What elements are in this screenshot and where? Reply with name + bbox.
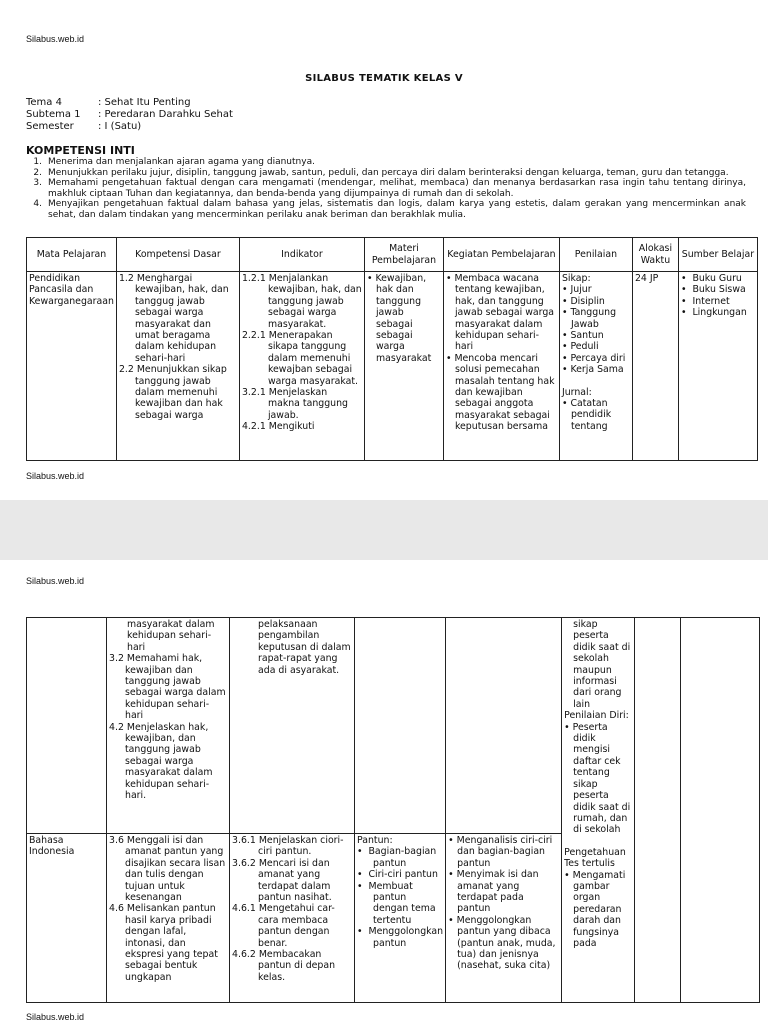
penilaian-text: Kerja Sama: [570, 364, 624, 376]
ki-item: [26, 168, 746, 179]
meta-row-semester: [26, 121, 233, 133]
materi-label: Pantun:: [357, 835, 393, 846]
penilaian-jurnal-label: Jurnal:: [561, 386, 592, 398]
indikator-item: [242, 330, 362, 387]
indikator-text: Mengetahui car-cara membaca pantun dengan benar.: [258, 903, 335, 949]
ki-text: Menerima dan menjalankan ajaran agama yang dianutnya.: [48, 157, 315, 167]
header-materi: Materi Pembelajaran: [364, 238, 443, 272]
kegiatan-item: • Menyimak isi dan amanat yang terdapat pada pantun: [448, 869, 539, 915]
cell-mapel: Pendidikan Pancasila dan Kewarganegaraan: [27, 272, 117, 461]
penilaian-item: • Jujur: [561, 284, 592, 296]
indikator-item: [232, 858, 352, 904]
kd-text: Menjelaskan hak, kewajiban, dan tanggung jawab sebagai warga masyarakat dalam kehidupan sehari-hari.: [125, 721, 213, 802]
cell-materi: [355, 834, 446, 1003]
tes-text: Mengamati gambar organ peredaran darah dan fungsinya pada: [572, 869, 626, 949]
kegiatan-text: Menyimak isi dan amanat yang terdapat pada pantun: [456, 869, 539, 915]
kd-text: Menghargai kewajiban, hak, dan tanggug jawab sebagai warga masyarakat dan umat beragama dalam kehidupan sehari-hari: [134, 273, 229, 364]
ki-list: [26, 157, 746, 220]
kd-list: [119, 273, 237, 421]
materi-item: • Ciri-ciri pantun: [357, 869, 438, 881]
meta-label: Tema 4: [26, 97, 62, 108]
penilaian-diri-label: Penilaian Diri:: [564, 710, 629, 722]
indikator-number: 3.6.2: [232, 857, 256, 869]
kd-number: 4.2: [109, 721, 124, 733]
jurnal-text: Catatan pendidik tentang: [570, 398, 612, 432]
kd-item: [109, 835, 227, 903]
table-row: [27, 272, 758, 461]
cell-kegiatan: [443, 272, 559, 461]
indikator-number: 3.2.1: [241, 387, 266, 399]
table-row: [27, 618, 760, 834]
penilaian-text: Santun: [570, 330, 604, 342]
indikator-number: 3.6.1: [232, 835, 256, 846]
kd-number: 2.2: [118, 364, 134, 376]
tes-item: • Mengamati gambar organ peredaran darah dan fungsinya pada: [564, 869, 626, 949]
cell-indikator: [239, 272, 364, 461]
indikator-text: Menjelaskan ciori-ciri pantun.: [258, 835, 344, 858]
penilaian-text: Jujur: [570, 284, 592, 296]
materi-text: Kewajiban, hak dan tanggung jawab sebagai sebagai warga masyarakat: [375, 273, 432, 364]
indikator-number: 4.2.1: [241, 421, 266, 433]
cell-alokasi: [635, 618, 681, 1003]
cell-kegiatan: [446, 618, 562, 834]
document-page-1: [0, 0, 768, 500]
kegiatan-item: • Menganalisis ciri-ciri dan bagian-bagian pantun: [448, 835, 553, 869]
kd-text: Memahami hak, kewajiban dan tanggung jawab sebagai warga dalam kehidupan sehari-hari: [125, 653, 226, 722]
sumber-item: • Buku Siswa: [680, 284, 746, 296]
kegiatan-text: Membaca wacana tentang kewajiban, hak, dan tanggung jawab sebagai warga masyarakat dalam kehidupan sehari-hari: [454, 273, 555, 353]
cell-kd: [107, 834, 230, 1003]
ki-text: Menunjukkan perilaku jujur, disiplin, tanggung jawab, santun, peduli, dan percaya diri dalam berinteraksi dengan keluarga, teman, guru dan tetangga.: [48, 167, 729, 178]
meta-row-subtema: [26, 109, 233, 121]
kegiatan-list: [448, 835, 559, 972]
page-header-site: Silabus.web.id: [26, 576, 85, 586]
penilaian-item: • Kerja Sama: [561, 364, 624, 376]
indikator-text: Menerapakan sikapa tanggung dalam memenuhi kewajban sebagai warga masyarakat.: [267, 330, 359, 387]
kegiatan-list: [446, 273, 557, 433]
indikator-continuation: pelaksanaan pengambilan keputusan di dalam rapat-rapat yang ada di asyarakat.: [258, 619, 351, 676]
indikator-number: 4.6.1: [232, 903, 256, 915]
kd-text: Melisankan pantun hasil karya pribadi dengan lafal, intonasi, dan ekspresi yang tepat sebagai bentuk ungkapan: [125, 903, 218, 983]
penilaian-text: Tanggung Jawab: [570, 307, 617, 330]
syllabus-table-page-2: [26, 617, 760, 1003]
header-indikator: Indikator: [239, 238, 364, 272]
sumber-item: • Lingkungan: [680, 307, 747, 319]
kd-item: [119, 364, 237, 421]
ki-text: Memahami pengetahuan faktual dengan cara mengamati (mendengar, melihat, membaca) dan menanya berdasarkan rasa ingin tahu tentang dirinya, makhluk ciptaan Tuhan dan kegiatannya, dan benda-benda yang dijumpainya di rumah dan di sekolah.: [48, 178, 746, 199]
penilaian-item: • Percaya diri: [561, 352, 626, 364]
theme-meta: [26, 97, 233, 133]
ki-number: 4.: [33, 199, 42, 209]
document-title: SILABUS TEMATIK KELAS V: [305, 73, 463, 84]
diri-item: • Peserta didik mengisi daftar cek tentang sikap peserta didik saat di rumah, dan di sekolah: [564, 721, 631, 836]
meta-label: Subtema 1: [26, 109, 81, 120]
kegiatan-text: Menggolongkan pantun yang dibaca (pantun anak, muda, tua) dan jenisnya (nasehat, suka cita): [456, 914, 556, 972]
penilaian-item: • Disiplin: [561, 295, 605, 307]
indikator-item: [242, 421, 362, 432]
penilaian-text: Percaya diri: [570, 352, 626, 364]
materi-list: [367, 273, 441, 364]
penilaian-item: • Peduli: [561, 341, 599, 353]
ki-number: 1.: [33, 157, 42, 167]
kd-item: [109, 653, 227, 721]
penilaian-list: [562, 284, 630, 375]
table-header-row: [27, 238, 758, 272]
materi-item: • Bagian-bagian pantun: [357, 846, 437, 869]
spacer: [564, 836, 632, 847]
indikator-item: [232, 835, 352, 858]
indikator-number: 1.2.1: [241, 273, 266, 284]
indikator-number: 4.6.2: [232, 949, 256, 961]
ki-number: 3.: [33, 178, 42, 188]
cell-sumber: [678, 272, 757, 461]
kegiatan-item: • Membaca wacana tentang kewajiban, hak, dan tanggung jawab sebagai warga masyarakat dalam kehidupan sehari-hari: [445, 273, 555, 353]
sumber-text: Lingkungan: [692, 307, 747, 319]
kd-text: Menggali isi dan amanat pantun yang disajikan secara lisan dan tulis dengan tujuan untuk kesenangan: [125, 835, 226, 904]
ki-item: [26, 157, 746, 168]
ki-heading: KOMPETENSI INTI: [26, 144, 135, 157]
spacer: [562, 376, 630, 387]
header-alokasi: Alokasi Waktu: [632, 238, 678, 272]
penilaian-item: • Santun: [561, 330, 604, 342]
kegiatan-item: • Mencoba mencari solusi pemecahan masalah tentang hak dan kewajiban sebagai anggota masyarakat sebagai keputusan bersama: [445, 352, 555, 433]
cell-mapel: [27, 618, 107, 834]
sumber-item: • Buku Guru: [680, 273, 742, 284]
cell-kegiatan: [446, 834, 562, 1003]
penilaian-text: Disiplin: [570, 295, 605, 307]
materi-text: Menggolongkan pantun: [368, 926, 444, 949]
indikator-item: [242, 273, 362, 330]
materi-text: Ciri-ciri pantun: [368, 869, 438, 881]
header-penilaian: Penilaian: [559, 238, 632, 272]
sumber-text: Buku Siswa: [692, 284, 746, 296]
page-header-site: Silabus.web.id: [26, 34, 85, 44]
kd-list: [109, 835, 227, 983]
meta-value: : Peredaran Darahku Sehat: [98, 109, 233, 120]
header-kegiatan: Kegiatan Pembelajaran: [443, 238, 559, 272]
materi-text: Membuat pantun dengan tema tertentu: [368, 880, 436, 926]
cell-kd: [107, 618, 230, 834]
materi-item: • Membuat pantun dengan tema tertentu: [357, 880, 436, 926]
kd-item: [109, 903, 227, 983]
indikator-text: Mengikuti: [268, 421, 315, 433]
indikator-text: Membacakan pantun di depan kelas.: [258, 949, 336, 983]
cell-kd: [116, 272, 239, 461]
penilaian-item: • Tanggung Jawab: [561, 307, 617, 330]
kd-item: [119, 273, 237, 364]
kd-text: Menunjukkan sikap tanggung jawab dalam memenuhi kewajiban dan hak sebagai warga: [134, 364, 227, 421]
tes-label: Tes tertulis: [564, 858, 615, 870]
header-mapel: Mata Pelajaran: [27, 238, 117, 272]
document-page-2: [0, 560, 768, 1024]
sumber-text: Buku Guru: [692, 273, 742, 284]
kegiatan-item: • Menggolongkan pantun yang dibaca (pantun anak, muda, tua) dan jenisnya (nasehat, suka cita): [448, 914, 556, 972]
diri-list: [564, 722, 632, 836]
page-footer-site: Silabus.web.id: [26, 471, 85, 481]
kegiatan-text: Menganalisis ciri-ciri dan bagian-bagian pantun: [456, 835, 553, 869]
cell-alokasi: 24 JP: [632, 272, 678, 461]
syllabus-table-page-1: [26, 237, 758, 461]
cell-penilaian: [559, 272, 632, 461]
indikator-list: [232, 835, 352, 983]
kd-continuation: masyarakat dalam kehidupan sehari-hari: [127, 619, 215, 653]
kd-list: [109, 653, 227, 801]
materi-text: Bagian-bagian pantun: [368, 846, 437, 869]
meta-value: : I (Satu): [98, 121, 142, 132]
cell-mapel: Bahasa Indonesia: [27, 834, 107, 1003]
header-sumber: Sumber Belajar: [678, 238, 757, 272]
ki-item: [26, 178, 746, 199]
ki-item: [26, 199, 746, 220]
kd-item: [109, 722, 227, 802]
sumber-item: • Internet: [680, 295, 730, 307]
pengetahuan-label: Pengetahuan: [564, 846, 626, 858]
indikator-item: [242, 387, 362, 421]
indikator-text: Mencari isi dan amanat yang terdapat dalam pantun nasihat.: [258, 857, 332, 904]
sumber-text: Internet: [692, 295, 730, 307]
ki-number: 2.: [33, 167, 42, 178]
page-footer-site: Silabus.web.id: [26, 1012, 85, 1022]
cell-materi: [355, 618, 446, 834]
cell-indikator: [230, 834, 355, 1003]
sumber-list: [681, 273, 755, 319]
jurnal-item: • Catatan pendidik tentang: [561, 398, 612, 432]
materi-item: • Menggolongkan pantun: [357, 926, 444, 949]
header-kd: Kompetensi Dasar: [116, 238, 239, 272]
materi-list: [357, 846, 443, 949]
meta-row-tema: [26, 97, 233, 109]
indikator-text: Menjalankan kewajiban, hak, dan tanggung jawab sebagai warga masyarakat.: [267, 273, 362, 330]
kd-number: 4.6: [109, 903, 124, 915]
meta-value: : Sehat Itu Penting: [98, 97, 191, 108]
ki-text: Menyajikan pengetahuan faktual dalam bahasa yang jelas, sistematis dan logis, dalam karya yang estetis, dalam gerakan yang mencerminkan anak sehat, dan dalam tindakan yang mencerminkan perilaku anak beriman dan berakhlak mulia.: [48, 199, 746, 220]
indikator-number: 2.2.1: [241, 330, 266, 342]
penilaian-text: Peduli: [570, 341, 599, 353]
indikator-item: [232, 903, 352, 949]
meta-label: Semester: [26, 121, 74, 132]
indikator-item: [232, 949, 352, 983]
cell-penilaian: [562, 618, 635, 1003]
indikator-list: [242, 273, 362, 433]
cell-indikator: [230, 618, 355, 834]
diri-text: Peserta didik mengisi daftar cek tentang sikap peserta didik saat di rumah, dan di sekolah: [572, 721, 631, 836]
jurnal-list: [562, 398, 630, 432]
indikator-text: Menjelaskan makna tanggung jawab.: [267, 387, 349, 421]
cell-materi: [364, 272, 443, 461]
tes-list: [564, 870, 632, 950]
penilaian-continuation: sikap peserta didik saat di sekolah maupun informasi dari orang lain: [573, 619, 631, 710]
kegiatan-text: Mencoba mencari solusi pemecahan masalah tentang hak dan kewajiban sebagai anggota masyarakat sebagai keputusan bersama: [454, 352, 555, 433]
materi-item: • Kewajiban, hak dan tanggung jawab sebagai sebagai warga masyarakat: [366, 273, 432, 364]
kd-number: 3.2: [109, 653, 124, 665]
cell-sumber: [681, 618, 760, 1003]
kd-number: 1.2: [118, 273, 134, 284]
kd-number: 3.6: [109, 835, 124, 846]
penilaian-sikap-label: Sikap:: [561, 273, 591, 284]
